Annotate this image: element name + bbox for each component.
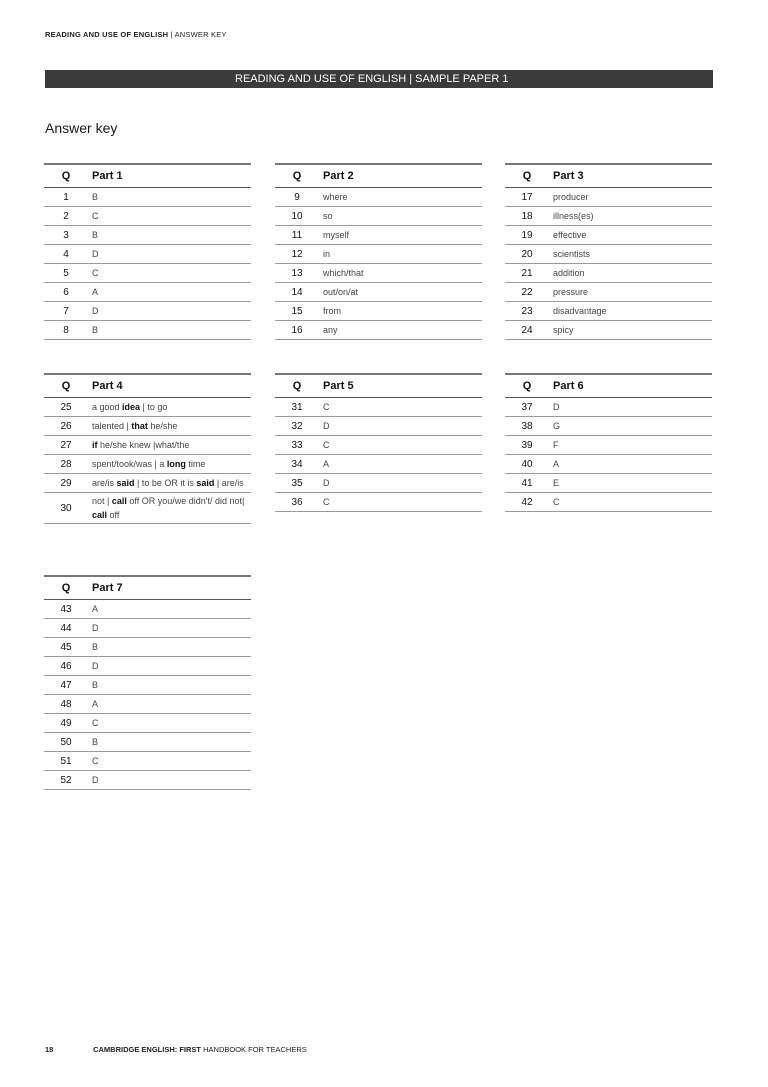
answer-text: are/is: [92, 478, 117, 488]
answer: B: [92, 192, 99, 202]
answer: D: [323, 478, 330, 488]
answer: B: [92, 325, 99, 335]
question-number: 48: [60, 698, 72, 710]
table-row: [505, 321, 712, 340]
table-row: [505, 398, 712, 417]
table-row: [44, 714, 251, 733]
answer-table-part7: [44, 575, 251, 790]
answer: C: [323, 440, 330, 450]
table-row: [505, 474, 712, 493]
answer: D: [323, 421, 330, 431]
question-number: 3: [63, 229, 69, 241]
question-number: 35: [291, 477, 303, 489]
question-number: 39: [521, 439, 533, 451]
answer: scientists: [553, 249, 591, 259]
table-row: [44, 695, 251, 714]
answer: C: [323, 497, 330, 507]
q-header: Q: [61, 170, 71, 182]
answer: D: [92, 306, 99, 316]
table-header: [505, 163, 712, 188]
question-number: 12: [291, 248, 303, 260]
part-title: Part 7: [92, 582, 123, 594]
table-row: [44, 733, 251, 752]
table-row: [505, 436, 712, 455]
part-title: Part 1: [92, 170, 123, 182]
part-title: Part 2: [323, 170, 354, 182]
answer-text: talented |: [92, 421, 132, 431]
answer: D: [92, 775, 99, 785]
answer-keyword: long: [166, 459, 186, 469]
answer-text: not |: [92, 496, 112, 506]
question-number: 41: [521, 477, 533, 489]
question-number: 18: [521, 210, 533, 222]
question-number: 4: [63, 248, 69, 260]
question-number: 17: [521, 191, 533, 203]
answer: which/that: [323, 268, 364, 278]
answer: C: [92, 268, 99, 278]
question-number: 10: [291, 210, 303, 222]
question-number: 36: [291, 496, 303, 508]
answer: A: [92, 287, 99, 297]
part-title: Part 5: [323, 380, 354, 392]
running-head: [45, 30, 227, 39]
question-number: 25: [60, 401, 72, 413]
answer: any: [323, 325, 338, 335]
table-header: [44, 373, 251, 398]
answer: F: [553, 440, 559, 450]
part-title: Part 6: [553, 380, 584, 392]
table-row: [44, 676, 251, 695]
table-row: [44, 493, 251, 524]
table-row: [505, 417, 712, 436]
question-number: 13: [291, 267, 303, 279]
table-header: [44, 575, 251, 600]
question-number: 7: [63, 305, 69, 317]
table-row: [505, 455, 712, 474]
answer: A: [323, 459, 330, 469]
table-row: [505, 264, 712, 283]
answer-text: a good: [92, 402, 123, 412]
q-header: Q: [292, 380, 302, 392]
answer-table-part1: [44, 163, 251, 340]
question-number: 46: [60, 660, 72, 672]
banner-rest: SAMPLE PAPER 1: [415, 73, 509, 85]
answer: [88, 493, 251, 523]
question-number: 2: [63, 210, 69, 222]
question-number: 21: [521, 267, 533, 279]
table-row: [275, 302, 482, 321]
running-head-sep: |: [170, 30, 173, 39]
question-number: 40: [521, 458, 533, 470]
answer-table-part3: [505, 163, 712, 340]
table-row: [44, 207, 251, 226]
answer: A: [92, 699, 99, 709]
answer-text: | to go: [140, 402, 168, 412]
question-number: 11: [291, 229, 303, 241]
running-head-rest: ANSWER KEY: [174, 30, 227, 39]
answer: A: [553, 459, 560, 469]
answer-table-part2: [275, 163, 482, 340]
table-row: [275, 493, 482, 512]
banner-main: READING AND USE OF ENGLISH: [235, 73, 407, 85]
table-row: [505, 188, 712, 207]
answer-text: he/she: [147, 421, 178, 431]
question-number: 1: [63, 191, 69, 203]
table-row: [505, 245, 712, 264]
answer: C: [92, 211, 99, 221]
paper-banner: [45, 70, 713, 88]
q-header: Q: [522, 380, 532, 392]
answer-keyword: said: [196, 478, 215, 488]
answer: C: [553, 497, 560, 507]
answer: B: [92, 642, 99, 652]
answer: B: [92, 737, 99, 747]
answer: [88, 437, 251, 453]
question-number: 34: [291, 458, 303, 470]
question-number: 33: [291, 439, 303, 451]
table-row: [44, 264, 251, 283]
answer-table-part5: [275, 373, 482, 512]
table-row: [505, 207, 712, 226]
answer: D: [92, 249, 99, 259]
table-row: [44, 398, 251, 417]
table-row: [275, 188, 482, 207]
answer-text: he/she knew |what/the: [97, 440, 190, 450]
answer: effective: [553, 230, 587, 240]
footer-subtitle: HANDBOOK FOR TEACHERS: [203, 1045, 307, 1054]
table-row: [275, 455, 482, 474]
question-number: 42: [521, 496, 533, 508]
answer-keyword: call: [111, 496, 127, 506]
table-row: [505, 493, 712, 512]
table-header: [275, 373, 482, 398]
answer-keyword: that: [131, 421, 148, 431]
table-row: [44, 619, 251, 638]
question-number: 30: [60, 502, 72, 514]
q-header: Q: [61, 380, 71, 392]
table-header: [275, 163, 482, 188]
answer-keyword: idea: [122, 402, 141, 412]
question-number: 22: [521, 286, 533, 298]
table-row: [505, 283, 712, 302]
table-row: [275, 226, 482, 245]
answer-text: | to be OR it is: [134, 478, 197, 488]
answer: E: [553, 478, 560, 488]
question-number: 52: [60, 774, 72, 786]
answer: disadvantage: [553, 306, 607, 316]
question-number: 6: [63, 286, 69, 298]
answer-text: off: [107, 510, 120, 520]
question-number: 45: [60, 641, 72, 653]
answer: addition: [553, 268, 585, 278]
table-row: [275, 398, 482, 417]
answer: C: [323, 402, 330, 412]
table-row: [44, 638, 251, 657]
table-row: [44, 752, 251, 771]
question-number: 31: [291, 401, 303, 413]
question-number: 23: [521, 305, 533, 317]
table-row: [44, 417, 251, 436]
answer-keyword: call: [92, 510, 108, 520]
table-row: [275, 264, 482, 283]
question-number: 28: [60, 458, 72, 470]
answer: C: [92, 756, 99, 766]
table-row: [275, 436, 482, 455]
table-row: [275, 207, 482, 226]
table-row: [275, 283, 482, 302]
question-number: 26: [60, 420, 72, 432]
answer-keyword: said: [116, 478, 135, 488]
answer-text: spent/took/was | a: [92, 459, 167, 469]
answer: spicy: [553, 325, 574, 335]
answer-table-part4: [44, 373, 251, 524]
answer: [88, 456, 251, 472]
question-number: 27: [60, 439, 72, 451]
answer: A: [92, 604, 99, 614]
table-row: [44, 455, 251, 474]
question-number: 24: [521, 324, 533, 336]
section-title: Answer key: [45, 120, 118, 136]
answer: G: [553, 421, 561, 431]
answer: [88, 399, 251, 415]
answer: in: [323, 249, 331, 259]
page-footer: [45, 1045, 307, 1054]
table-row: [44, 283, 251, 302]
answer: pressure: [553, 287, 589, 297]
question-number: 8: [63, 324, 69, 336]
answer-table-part6: [505, 373, 712, 512]
answer: D: [553, 402, 560, 412]
answer: B: [92, 230, 99, 240]
footer-title: CAMBRIDGE ENGLISH: FIRST: [93, 1045, 202, 1054]
table-row: [44, 657, 251, 676]
answer: myself: [323, 230, 350, 240]
answer: B: [92, 680, 99, 690]
q-header: Q: [61, 582, 71, 594]
question-number: 9: [294, 191, 300, 203]
table-row: [275, 321, 482, 340]
table-row: [44, 474, 251, 493]
question-number: 37: [521, 401, 533, 413]
question-number: 15: [291, 305, 303, 317]
question-number: 32: [291, 420, 303, 432]
table-row: [505, 226, 712, 245]
question-number: 44: [60, 622, 72, 634]
table-row: [44, 771, 251, 790]
table-row: [505, 302, 712, 321]
answer: where: [323, 192, 348, 202]
banner-sep: |: [409, 73, 413, 85]
table-row: [275, 474, 482, 493]
part-title: Part 4: [92, 380, 123, 392]
table-row: [44, 600, 251, 619]
table-row: [44, 436, 251, 455]
question-number: 51: [60, 755, 72, 767]
answer-text: | are/is: [214, 478, 244, 488]
answer-keyword: if: [92, 440, 98, 450]
question-number: 38: [521, 420, 533, 432]
question-number: 14: [291, 286, 303, 298]
answer: D: [92, 661, 99, 671]
question-number: 29: [60, 477, 72, 489]
q-header: Q: [522, 170, 532, 182]
running-head-bold: READING AND USE OF ENGLISH: [45, 30, 169, 39]
answer: [88, 475, 251, 491]
answer: [88, 418, 251, 434]
table-row: [44, 226, 251, 245]
question-number: 50: [60, 736, 72, 748]
table-header: [44, 163, 251, 188]
answer: so: [323, 211, 333, 221]
table-row: [275, 245, 482, 264]
answer: from: [323, 306, 341, 316]
table-row: [44, 321, 251, 340]
table-row: [44, 188, 251, 207]
answer: producer: [553, 192, 589, 202]
question-number: 49: [60, 717, 72, 729]
answer: out/on/at: [323, 287, 359, 297]
answer-text: off OR you/we didn't/ did not|: [126, 496, 245, 506]
question-number: 19: [521, 229, 533, 241]
question-number: 5: [63, 267, 69, 279]
part-title: Part 3: [553, 170, 584, 182]
table-row: [275, 417, 482, 436]
table-header: [505, 373, 712, 398]
answer: C: [92, 718, 99, 728]
question-number: 43: [60, 603, 72, 615]
question-number: 47: [60, 679, 72, 691]
question-number: 20: [521, 248, 533, 260]
answer-text: time: [185, 459, 206, 469]
answer: illness(es): [553, 211, 594, 221]
answer: D: [92, 623, 99, 633]
page-number: 18: [45, 1045, 54, 1054]
table-row: [44, 302, 251, 321]
q-header: Q: [292, 170, 302, 182]
table-row: [44, 245, 251, 264]
question-number: 16: [291, 324, 303, 336]
